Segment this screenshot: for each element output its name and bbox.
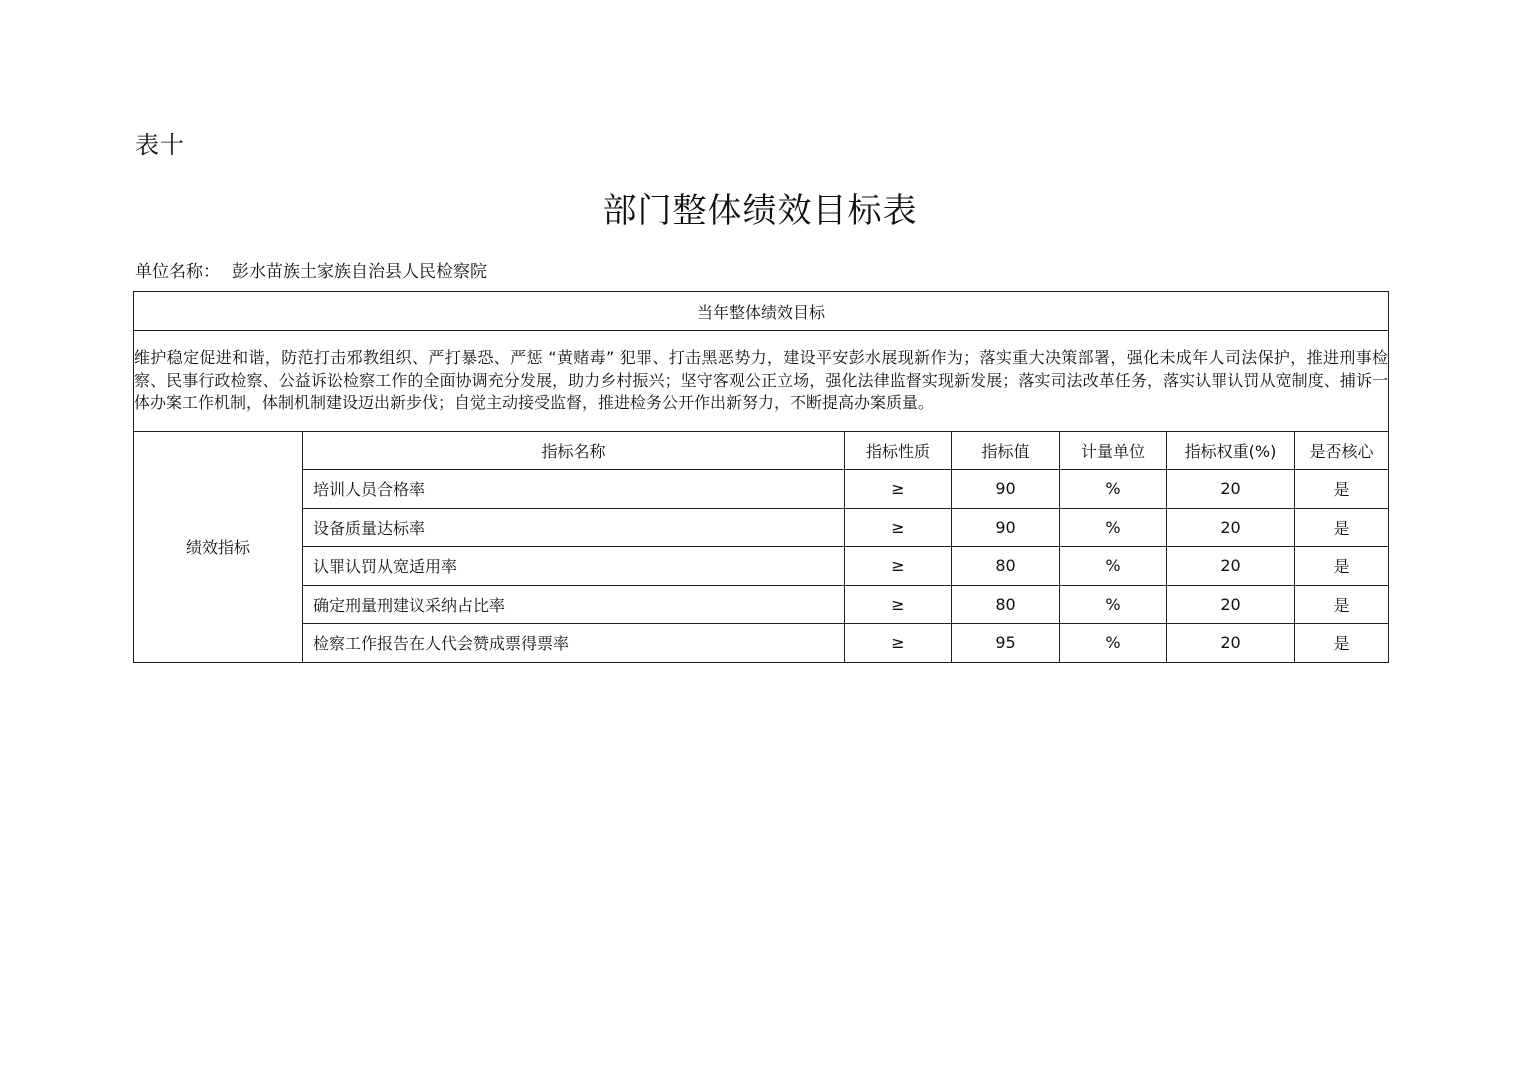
table-row	[134, 624, 1389, 663]
column-header: 指标名称	[303, 432, 845, 470]
table-row	[134, 547, 1389, 586]
column-header: 指标值	[952, 432, 1060, 470]
indicator-weight: 20	[1167, 470, 1295, 509]
indicator-unit: %	[1060, 624, 1167, 663]
goal-header-row	[134, 292, 1389, 331]
indicator-core: 是	[1295, 547, 1389, 586]
unit-label: 单位名称：	[135, 262, 220, 282]
goal-text-cell: 维护稳定促进和谐，防范打击邪教组织、严打暴恐、严惩 “黄赌毒” 犯罪、打击黑恶势力，建设平安彭水展现新作为；落实重大决策部署，强化未成年人司法保护，推进刑事检察、民事行政检察、公益诉讼检察工作的全面协调充分发展，助力乡村振兴；坚守客观公正立场，强化法律监督实现新发展；落实司法改革任务，落实认罪认罚从宽制度、捕诉一体办案工作机制，体制机制建设迈出新步伐；自觉主动接受监督，推进检务公开作出新努力，不断提高办案质量。	[134, 331, 1389, 432]
unit-line	[135, 260, 487, 284]
indicator-weight: 20	[1167, 585, 1295, 624]
indicator-weight: 20	[1167, 624, 1295, 663]
indicator-nature: ≥	[845, 470, 952, 509]
indicator-unit: %	[1060, 585, 1167, 624]
indicator-header-row	[134, 432, 1389, 470]
unit-value: 彭水苗族土家族自治县人民检察院	[232, 262, 487, 282]
indicator-core: 是	[1295, 585, 1389, 624]
indicator-core: 是	[1295, 470, 1389, 509]
column-header: 指标权重(%)	[1167, 432, 1295, 470]
indicator-value: 90	[952, 470, 1060, 509]
indicator-value: 90	[952, 508, 1060, 547]
page-title: 部门整体绩效目标表	[602, 191, 918, 231]
indicator-unit: %	[1060, 508, 1167, 547]
indicator-unit: %	[1060, 470, 1167, 509]
indicator-nature: ≥	[845, 508, 952, 547]
table-row	[134, 508, 1389, 547]
indicator-nature: ≥	[845, 585, 952, 624]
indicator-value: 95	[952, 624, 1060, 663]
table-row	[134, 585, 1389, 624]
table-row	[134, 470, 1389, 509]
indicator-core: 是	[1295, 508, 1389, 547]
indicator-name: 确定刑量刑建议采纳占比率	[303, 585, 845, 624]
column-header: 指标性质	[845, 432, 952, 470]
goal-header-cell: 当年整体绩效目标	[134, 292, 1389, 331]
indicator-name: 培训人员合格率	[303, 470, 845, 509]
indicator-row-label: 绩效指标	[134, 432, 303, 663]
goal-text-row	[134, 331, 1389, 432]
column-header: 是否核心	[1295, 432, 1389, 470]
indicator-weight: 20	[1167, 547, 1295, 586]
column-header: 计量单位	[1060, 432, 1167, 470]
indicator-nature: ≥	[845, 547, 952, 586]
indicator-name: 设备质量达标率	[303, 508, 845, 547]
indicator-unit: %	[1060, 547, 1167, 586]
table-number: 表十	[135, 131, 185, 159]
indicator-weight: 20	[1167, 508, 1295, 547]
performance-table	[133, 291, 1389, 663]
indicator-name: 认罪认罚从宽适用率	[303, 547, 845, 586]
indicator-nature: ≥	[845, 624, 952, 663]
indicator-core: 是	[1295, 624, 1389, 663]
indicator-value: 80	[952, 547, 1060, 586]
indicator-value: 80	[952, 585, 1060, 624]
indicator-name: 检察工作报告在人代会赞成票得票率	[303, 624, 845, 663]
